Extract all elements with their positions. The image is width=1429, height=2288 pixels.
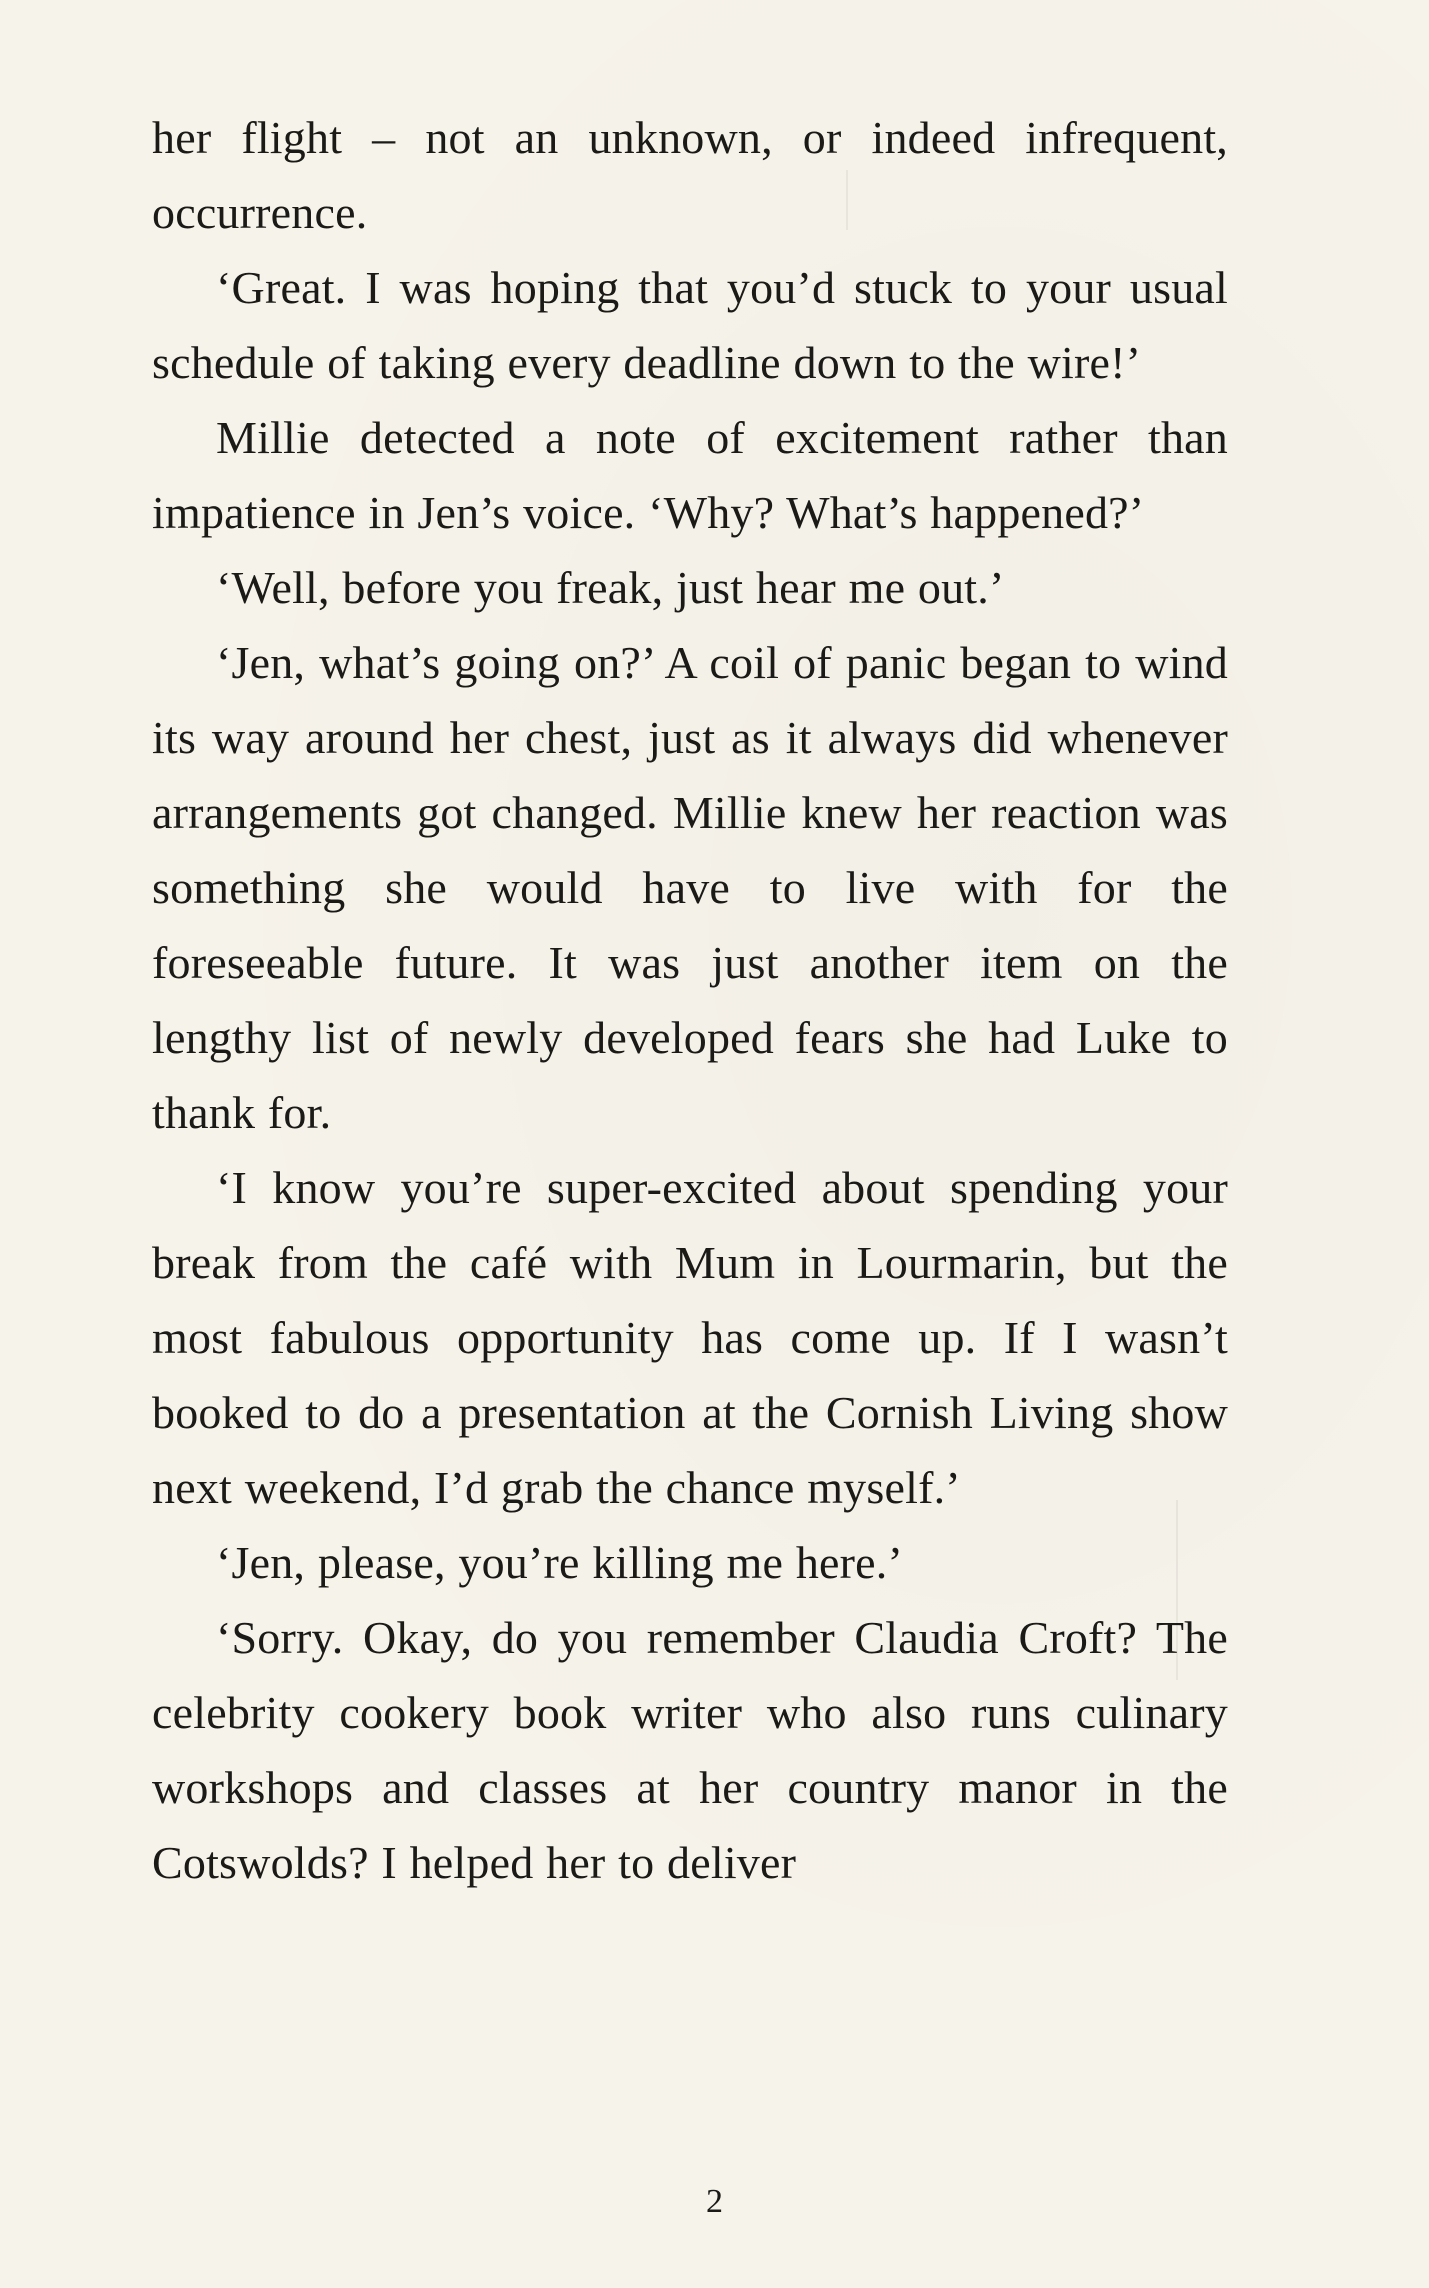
paragraph: ‘Jen, please, you’re killing me here.’ [216, 1537, 904, 1588]
paragraph: ‘Great. I was hoping that you’d stuck to your usual schedule of taking every deadline down to the wire!’ [152, 262, 1228, 388]
page-number: 2 [706, 2183, 723, 2220]
paragraph: Millie detected a note of excitement rather than impatience in Jen’s voice. ‘Why? What’s happened?’ [152, 412, 1228, 538]
paragraph: ‘Sorry. Okay, do you remember Claudia Croft? The celebrity cookery book writer who also runs culinary workshops and classes at her country manor in the Cotswolds? I helped her to deliver [152, 1612, 1228, 1888]
paragraph: ‘Well, before you freak, just hear me out.’ [216, 562, 1005, 613]
body-text [152, 100, 1228, 1900]
paragraph: ‘I know you’re super-excited about spending your break from the café with Mum in Lourmarin, but the most fabulous opportunity has come up. If I wasn’t booked to do a presentation at the Cornish Living show next weekend, I’d grab the chance myself.’ [152, 1162, 1228, 1513]
paragraph: her flight – not an unknown, or indeed infrequent, occurrence. [152, 112, 1228, 238]
paragraph: ‘Jen, what’s going on?’ A coil of panic began to wind its way around her chest, just as it always did whenever arrangements got changed. Millie knew her reaction was something she would have to live with for the foreseeable future. It was just another item on the lengthy list of newly developed fears she had Luke to thank for. [152, 637, 1228, 1138]
